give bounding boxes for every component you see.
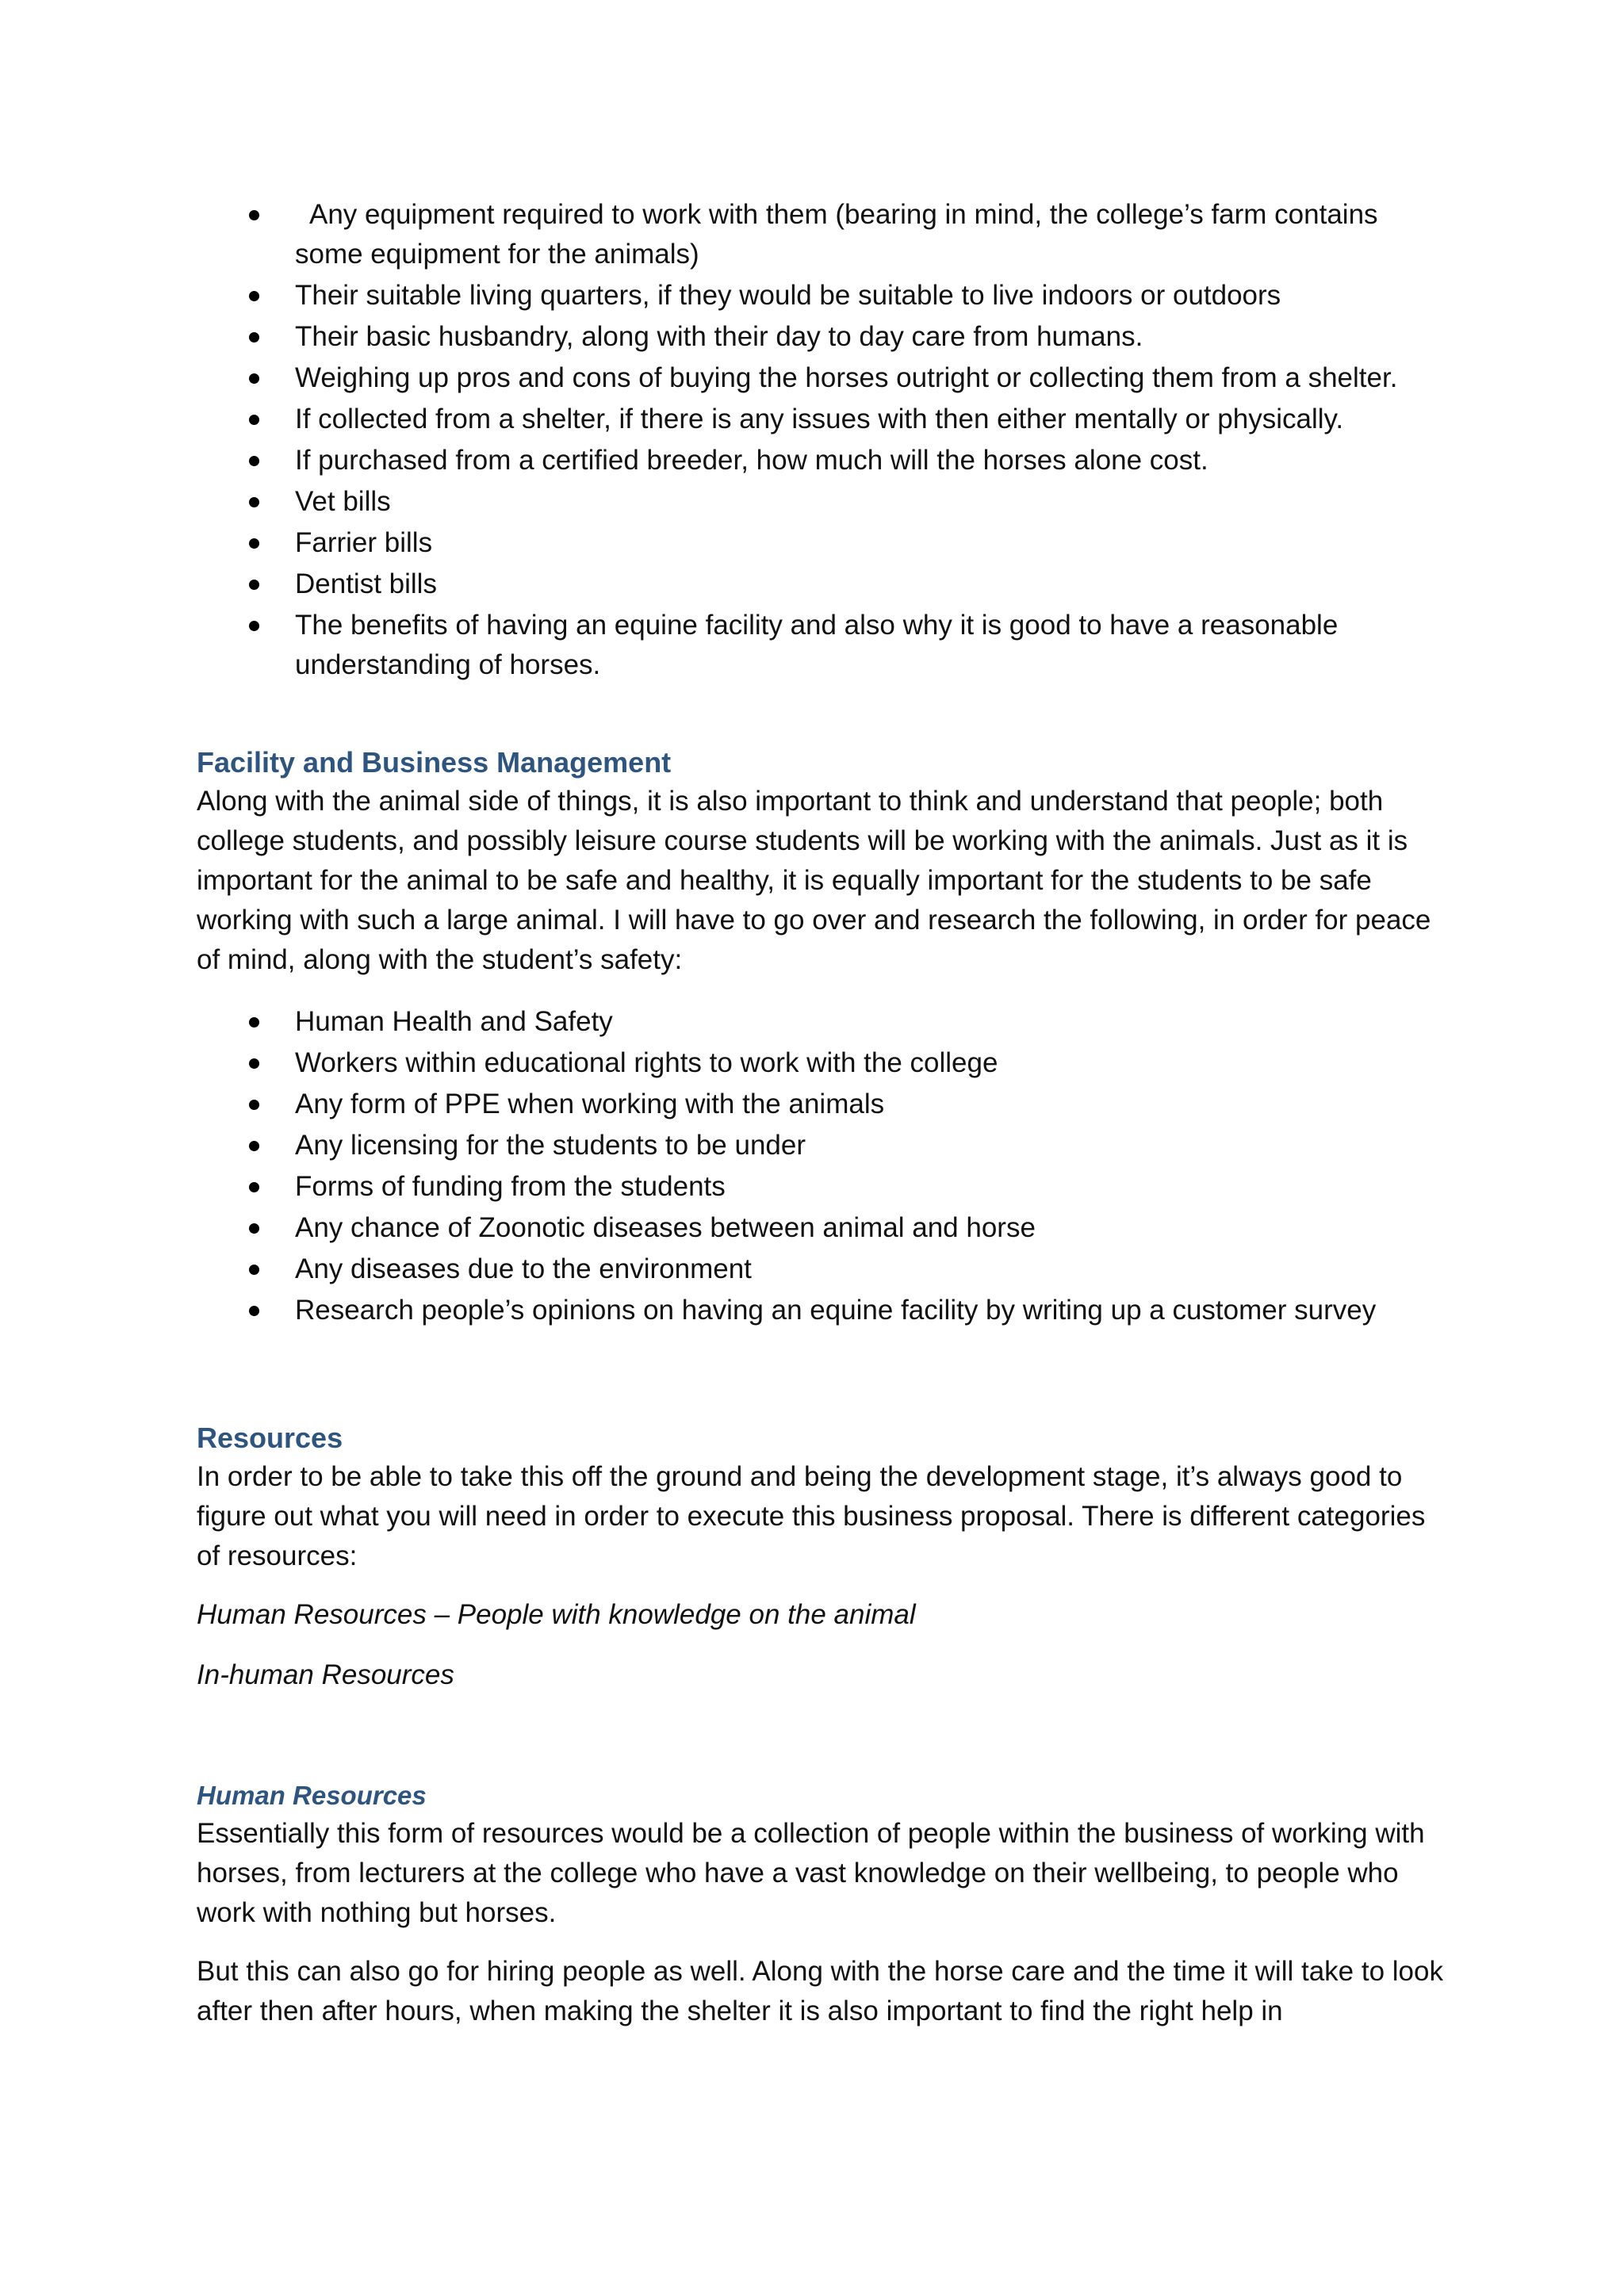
list-item: Their suitable living quarters, if they would be suitable to live indoors or outdoors <box>197 276 1450 316</box>
page-content <box>197 195 1450 2031</box>
facility-paragraph: Along with the animal side of things, it is also important to think and understand that people; both college students, and possibly leisure course students will be working with the animals. Just as it is important for the animal to be safe and healthy, it is equally important for the students to be safe working with such a large animal. I will have to go over and research the following, in order for peace of mind, along with the student’s safety: <box>197 786 1431 975</box>
list-item: Any chance of Zoonotic diseases between animal and horse <box>197 1208 1450 1248</box>
list-item: Human Health and Safety <box>197 1002 1450 1042</box>
list-item: Research people’s opinions on having an equine facility by writing up a customer survey <box>197 1291 1450 1330</box>
list-item: Vet bills <box>197 482 1450 522</box>
list-item: Any form of PPE when working with the animals <box>197 1085 1450 1124</box>
list-item: Dentist bills <box>197 564 1450 604</box>
resources-paragraph: In order to be able to take this off the ground and being the development stage, it’s always good to figure out what you will need in order to execute this business proposal. There is different categories of resources: <box>197 1461 1426 1571</box>
human-resources-paragraph-1: Essentially this form of resources would be a collection of people within the business of working with horses, from lecturers at the college who have a vast knowledge on their wellbeing, to people who work with nothing but horses. <box>197 1818 1425 1928</box>
list-item: Forms of funding from the students <box>197 1167 1450 1207</box>
facility-list <box>197 1002 1450 1330</box>
resources-category-human: Human Resources – People with knowledge on the animal <box>197 1599 916 1630</box>
resources-heading: Resources <box>197 1422 343 1454</box>
list-item: If collected from a shelter, if there is any issues with then either mentally or physically. <box>197 400 1450 439</box>
resources-category-inhuman: In-human Resources <box>197 1659 454 1690</box>
list-item: Any diseases due to the environment <box>197 1249 1450 1289</box>
facility-heading: Facility and Business Management <box>197 746 672 779</box>
list-item: Their basic husbandry, along with their day to day care from humans. <box>197 317 1450 357</box>
list-item: Farrier bills <box>197 523 1450 563</box>
list-item: Weighing up pros and cons of buying the horses outright or collecting them from a shelter. <box>197 358 1450 398</box>
human-resources-heading: Human Resources <box>197 1781 427 1810</box>
list-item: The benefits of having an equine facility and also why it is good to have a reasonable understanding of horses. <box>197 606 1450 685</box>
equipment-list <box>197 195 1450 685</box>
list-item-text: Any equipment required to work with them (bearing in mind, the college’s farm contains some equipment for the animals) <box>295 199 1378 270</box>
list-item: Any licensing for the students to be under <box>197 1126 1450 1165</box>
list-item: If purchased from a certified breeder, how much will the horses alone cost. <box>197 441 1450 480</box>
human-resources-paragraph-2: But this can also go for hiring people as well. Along with the horse care and the time it will take to look after then after hours, when making the shelter it is also important to find the right help in <box>197 1956 1443 2026</box>
list-item: Workers within educational rights to work with the college <box>197 1043 1450 1083</box>
list-item <box>197 195 1450 274</box>
